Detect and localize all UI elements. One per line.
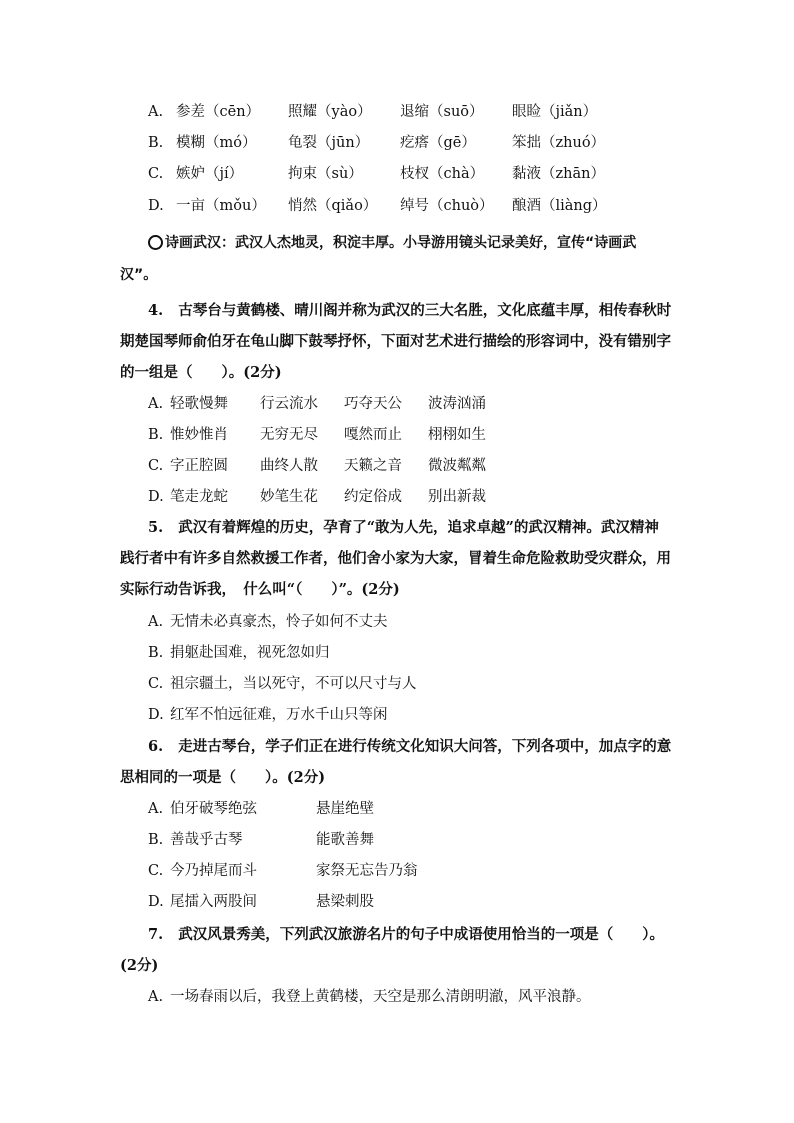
q4-stem-text1: 古琴台与黄鹤楼、晴川阁并称为武汉的三大名胜，文化底蕴丰厚，相传春秋时 [178, 302, 672, 319]
phrase-a: 尾擂入两股间 [170, 894, 257, 910]
option-letter: A. [148, 801, 164, 817]
option-letter: D. [148, 198, 164, 214]
q7-stem-line2: (2分) [120, 957, 159, 974]
option-letter: D. [148, 707, 164, 723]
word: 约定俗成 [344, 489, 402, 505]
phrase-b: 家祭无忘告乃翁 [316, 863, 418, 879]
q4-stem-line1 [148, 301, 671, 321]
circle-icon [148, 235, 163, 250]
word: 曲终人散 [260, 458, 318, 474]
option-letter: C. [148, 166, 164, 182]
word: 波涛汹涌 [428, 396, 486, 412]
option-letter: D. [148, 489, 164, 505]
phrase-b: 悬梁刺股 [316, 894, 374, 910]
word: 字正腔圆 [170, 458, 228, 474]
option-letter: C. [148, 863, 164, 879]
q5-stem-line2: 践行者中有许多自然救援工作者，他们舍小家为大家，冒着生命危险救助受灾群众，用 [120, 550, 671, 567]
question-number: 4. [148, 302, 164, 319]
q6-stem-text1: 走进古琴台，学子们正在进行传统文化知识大问答，下列各项中，加点字的意 [178, 738, 672, 755]
phrase-a: 善哉乎古琴 [170, 832, 243, 848]
word: 枝杈（chà） [400, 166, 485, 182]
word: 栩栩如生 [428, 427, 486, 443]
word: 模糊（mó） [176, 135, 257, 151]
q4-stem-line2: 期楚国琴师俞伯牙在龟山脚下鼓琴抒怀，下面对艺术进行描绘的形容词中，没有错别字 [120, 333, 671, 350]
q7-stem-line1 [148, 925, 664, 945]
option-text: 祖宗疆土，当以死守，不可以尺寸与人 [170, 676, 417, 692]
option-letter: B. [148, 832, 164, 848]
option-text: 一场春雨以后，我登上黄鹤楼，天空是那么清朗明澈，风平浪静。 [170, 989, 591, 1005]
question-number: 6. [148, 738, 164, 755]
q5-stem-line3: 实际行动告诉我， 什么叫“（ ）”。(2分) [120, 581, 400, 598]
option-letter: B. [148, 645, 164, 661]
word: 天籁之音 [344, 458, 402, 474]
word: 一亩（mǒu） [176, 198, 266, 214]
q6-stem-line2: 思相同的一项是（ ）。(2分) [120, 769, 326, 786]
phrase-a: 伯牙破琴绝弦 [170, 801, 257, 817]
q5-stem-line1 [148, 518, 659, 538]
word: 眼睑（jiǎn） [512, 104, 598, 120]
section-intro-text: 诗画武汉：武汉人杰地灵，积淀丰厚。小导游用镜头记录美好，宣传“诗画武 [165, 235, 637, 251]
option-letter: A. [148, 104, 164, 120]
phrase-b: 悬崖绝壁 [316, 801, 374, 817]
word: 轻歌慢舞 [170, 396, 228, 412]
word: 嫉妒（jí） [176, 166, 244, 182]
word: 笨拙（zhuó） [512, 135, 606, 151]
q7-stem-text1: 武汉风景秀美，下列武汉旅游名片的句子中成语使用恰当的一项是（ ）。 [178, 926, 664, 943]
phrase-b: 能歌善舞 [316, 832, 374, 848]
section-intro-line1 [148, 233, 636, 253]
q5-stem-text1: 武汉有着辉煌的历史，孕育了“敢为人先，追求卓越”的武汉精神。武汉精神 [178, 519, 659, 536]
phrase-a: 今乃掉尾而斗 [170, 863, 257, 879]
word: 疙瘩（gē） [400, 135, 476, 151]
word: 酿酒（liàng） [512, 198, 607, 214]
word: 黏液（zhān） [512, 166, 605, 182]
word: 微波粼粼 [428, 458, 486, 474]
option-text: 无情未必真豪杰，怜子如何不丈夫 [170, 614, 388, 630]
option-letter: A. [148, 614, 164, 630]
word: 拘束（sù） [288, 166, 363, 182]
word: 参差（cēn） [176, 104, 261, 120]
word: 惟妙惟肖 [170, 427, 228, 443]
word: 悄然（qiǎo） [288, 198, 378, 214]
word: 笔走龙蛇 [170, 489, 228, 505]
option-letter: C. [148, 676, 164, 692]
option-text: 红军不怕远征难，万水千山只等闲 [170, 707, 388, 723]
word: 照耀（yào） [288, 104, 372, 120]
option-letter: A. [148, 989, 164, 1005]
word: 行云流水 [260, 396, 318, 412]
question-number: 7. [148, 926, 164, 943]
word: 无穷无尽 [260, 427, 318, 443]
word: 绰号（chuò） [400, 198, 494, 214]
option-letter: B. [148, 427, 164, 443]
word: 嘎然而止 [344, 427, 402, 443]
word: 别出新裁 [428, 489, 486, 505]
section-intro-line2: 汉”。 [120, 267, 158, 283]
q4-stem-line3: 的一组是（ ）。(2分) [120, 364, 282, 381]
option-letter: A. [148, 396, 164, 412]
word: 妙笔生花 [260, 489, 318, 505]
q6-stem-line1 [148, 737, 671, 757]
option-text: 捐躯赴国难，视死忽如归 [170, 645, 330, 661]
question-number: 5. [148, 519, 164, 536]
option-letter: B. [148, 135, 164, 151]
word: 龟裂（jūn） [288, 135, 370, 151]
word: 巧夺天公 [344, 396, 402, 412]
option-letter: D. [148, 894, 164, 910]
word: 退缩（suō） [400, 104, 484, 120]
option-letter: C. [148, 458, 164, 474]
